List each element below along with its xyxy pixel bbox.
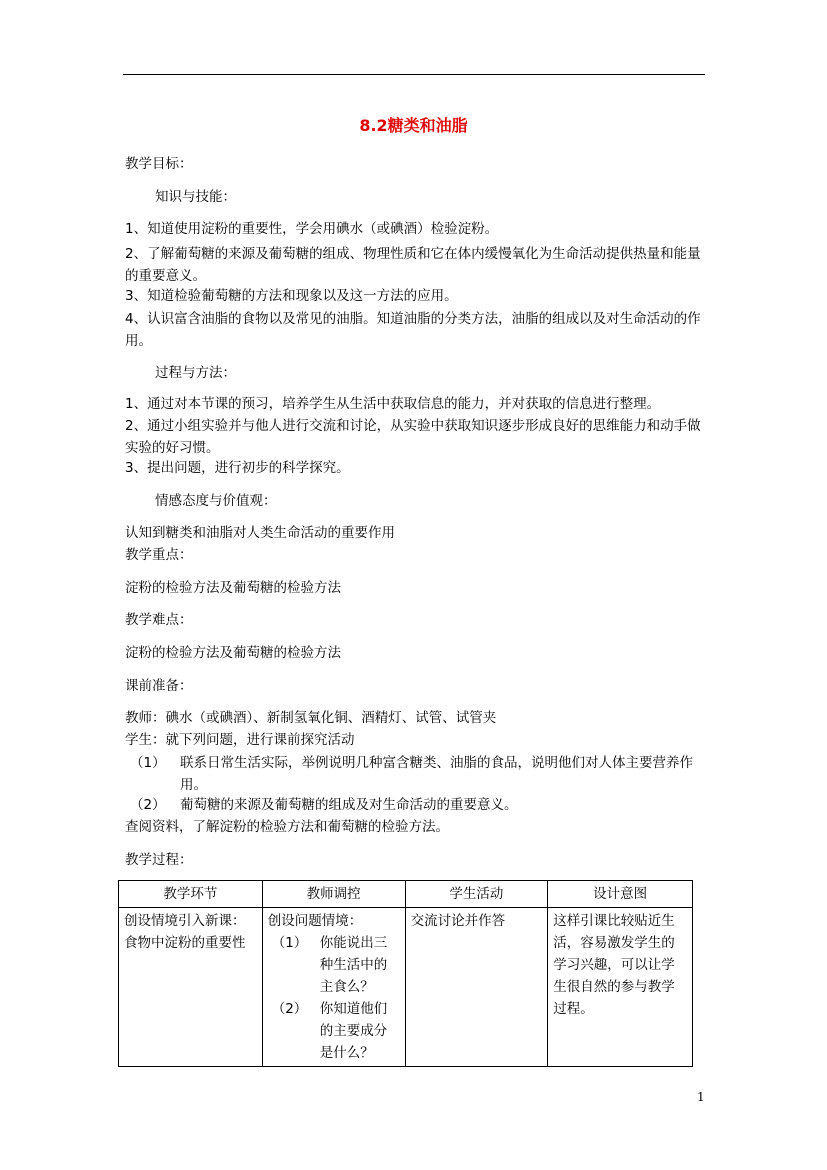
- prep-heading: 课前准备：: [125, 678, 193, 694]
- prep-item-text: 葡萄糖的来源及葡萄糖的组成及对生命活动的重要意义。: [180, 797, 518, 813]
- teaching-process-table: [118, 880, 693, 1067]
- emotion-text: 认知到糖类和油脂对人类生命活动的重要作用: [125, 525, 395, 541]
- page-title: 8.2糖类和油脂: [359, 116, 468, 135]
- header-rule: [123, 74, 705, 75]
- process-item: 3、提出问题，进行初步的科学探究。: [125, 460, 350, 476]
- difficulty-heading: 教学难点：: [125, 612, 193, 628]
- question-text: 你能说出三种生活中的主食么？: [319, 935, 388, 995]
- page-number: 1: [697, 1090, 705, 1104]
- prep-item: [130, 796, 518, 814]
- knowledge-item: 4、认识富含油脂的食物以及常见的油脂。知道油脂的分类方法，油脂的组成以及对生命活动的作用。: [125, 311, 701, 349]
- process-item: 1、通过对本节课的预习，培养学生从生活中获取信息的能力，并对获取的信息进行整理。: [125, 396, 661, 412]
- teacher-prep: 教师：碘水（或碘酒）、新制氢氧化铜、酒精灯、试管、试管夹: [125, 710, 497, 726]
- prep-item-text: 联系日常生活实际，举例说明几种富含糖类、油脂的食品，说明他们对人体主要营养作用。: [180, 755, 693, 793]
- teacher-cell: [262, 908, 405, 1067]
- table-header: 教学环节: [119, 881, 263, 908]
- question-text: 你知道他们的主要成分是什么？: [319, 1001, 388, 1061]
- prep-item: [130, 752, 707, 796]
- emotion-heading: 情感态度与价值观：: [155, 493, 277, 509]
- objectives-heading: 教学目标：: [125, 156, 193, 172]
- teacher-question: [268, 998, 400, 1064]
- process-table-heading: 教学过程：: [125, 852, 193, 868]
- table-header: 学生活动: [405, 881, 548, 908]
- stage-cell: 创设情境引入新课：食物中淀粉的重要性: [119, 908, 263, 1067]
- knowledge-heading: 知识与技能：: [155, 189, 236, 205]
- knowledge-item: 3、知道检验葡萄糖的方法和现象以及这一方法的应用。: [125, 288, 458, 304]
- table-header-row: [119, 881, 693, 908]
- prep-note: 查阅资料，了解淀粉的检验方法和葡萄糖的检验方法。: [125, 819, 449, 835]
- key-heading: 教学重点：: [125, 547, 193, 563]
- knowledge-item: 2、了解葡萄糖的来源及葡萄糖的组成、物理性质和它在体内缓慢氧化为生命活动提供热量和能量的重要意义。: [125, 246, 701, 284]
- knowledge-item: 1、知道使用淀粉的重要性，学会用碘水（或碘酒）检验淀粉。: [125, 221, 499, 237]
- prep-item-number: （1）: [130, 755, 166, 771]
- teacher-question: [268, 932, 400, 998]
- student-cell: 交流讨论并作答: [405, 908, 548, 1067]
- difficulty-text: 淀粉的检验方法及葡萄糖的检验方法: [125, 645, 341, 661]
- question-number: （1）: [271, 935, 308, 951]
- table-header: 设计意图: [548, 881, 693, 908]
- teacher-intro: 创设问题情境：: [267, 913, 363, 929]
- prep-item-number: （2）: [130, 797, 166, 813]
- student-prep: 学生：就下列问题，进行课前探究活动: [125, 732, 355, 748]
- process-item: 2、通过小组实验并与他人进行交流和讨论，从实验中获取知识逐步形成良好的思维能力和动手做实验的好习惯。: [125, 418, 701, 456]
- table-row: [119, 908, 693, 1067]
- intent-cell: 这样引课比较贴近生活，容易激发学生的学习兴趣，可以让学生很自然的参与教学过程。: [548, 908, 693, 1067]
- question-number: （2）: [271, 1001, 308, 1017]
- process-heading: 过程与方法：: [155, 365, 236, 381]
- key-text: 淀粉的检验方法及葡萄糖的检验方法: [125, 580, 341, 596]
- table-header: 教师调控: [262, 881, 405, 908]
